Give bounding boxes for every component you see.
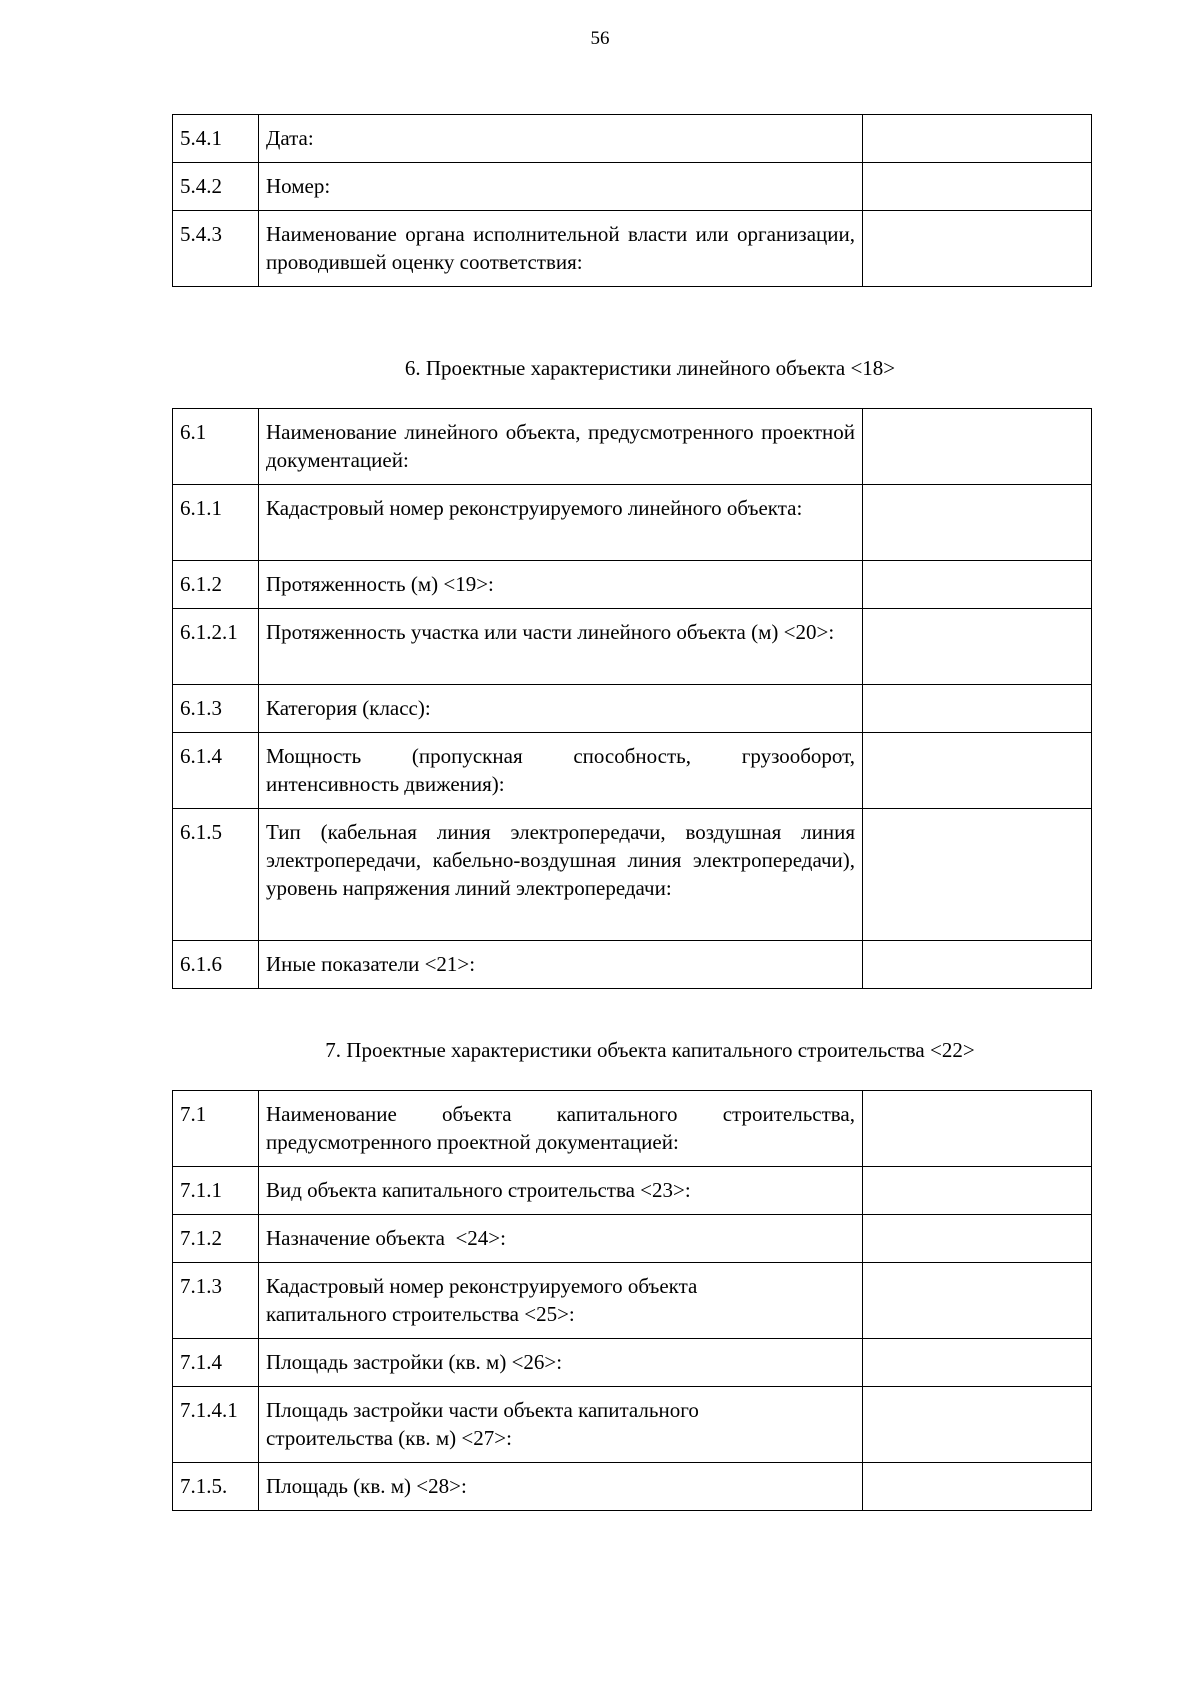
table-row <box>173 1091 1092 1167</box>
row-number: 7.1.5. <box>173 1463 259 1511</box>
section-7-table <box>172 1090 1092 1511</box>
table-row <box>173 211 1092 287</box>
row-number: 5.4.2 <box>173 163 259 211</box>
row-number: 6.1.6 <box>173 941 259 989</box>
row-label: Наименование органа исполнительной власти или организации, проводившей оценку соответствия: <box>259 211 863 287</box>
row-value-cell[interactable] <box>863 685 1092 733</box>
row-label: Наименование линейного объекта, предусмотренного проектной документацией: <box>259 409 863 485</box>
table-row <box>173 163 1092 211</box>
row-number: 7.1.3 <box>173 1263 259 1339</box>
page-number: 56 <box>590 28 610 49</box>
row-value-cell[interactable] <box>863 409 1092 485</box>
table-row <box>173 609 1092 685</box>
row-value-cell[interactable] <box>863 485 1092 561</box>
row-value-cell[interactable] <box>863 1339 1092 1387</box>
table-row <box>173 1263 1092 1339</box>
row-number: 6.1.2 <box>173 561 259 609</box>
table-row <box>173 1215 1092 1263</box>
row-value-cell[interactable] <box>863 1463 1092 1511</box>
row-value-cell[interactable] <box>863 941 1092 989</box>
table-row <box>173 685 1092 733</box>
row-number: 6.1.1 <box>173 485 259 561</box>
row-value-cell[interactable] <box>863 561 1092 609</box>
row-number: 6.1.5 <box>173 809 259 941</box>
table-row <box>173 1387 1092 1463</box>
row-value-cell[interactable] <box>863 1167 1092 1215</box>
row-number: 7.1.4 <box>173 1339 259 1387</box>
row-label: Вид объекта капитального строительства <23>: <box>259 1167 863 1215</box>
row-number: 5.4.3 <box>173 211 259 287</box>
row-value-cell[interactable] <box>863 211 1092 287</box>
table-row <box>173 409 1092 485</box>
row-label: Номер: <box>259 163 863 211</box>
row-number: 5.4.1 <box>173 115 259 163</box>
section-7-title: 7. Проектные характеристики объекта капитального строительства <22> <box>325 1038 975 1062</box>
row-label: Площадь (кв. м) <28>: <box>259 1463 863 1511</box>
row-label: Площадь застройки (кв. м) <26>: <box>259 1339 863 1387</box>
row-number: 6.1 <box>173 409 259 485</box>
row-value-cell[interactable] <box>863 1215 1092 1263</box>
section-6-table <box>172 408 1092 989</box>
row-value-cell[interactable] <box>863 1091 1092 1167</box>
row-label: Протяженность участка или части линейного объекта (м) <20>: <box>259 609 863 685</box>
row-number: 7.1.1 <box>173 1167 259 1215</box>
section-5-table <box>172 114 1092 287</box>
row-label: Тип (кабельная линия электропередачи, воздушная линия электропередачи, кабельно-воздушная линия электропередачи), уровень напряжения линий электропередачи: <box>259 809 863 941</box>
row-value-cell[interactable] <box>863 115 1092 163</box>
row-number: 7.1.4.1 <box>173 1387 259 1463</box>
table-row <box>173 809 1092 941</box>
row-number: 6.1.3 <box>173 685 259 733</box>
row-value-cell[interactable] <box>863 609 1092 685</box>
table-row <box>173 941 1092 989</box>
row-label: Иные показатели <21>: <box>259 941 863 989</box>
row-label: Кадастровый номер реконструируемого линейного объекта: <box>259 485 863 561</box>
table-row <box>173 1339 1092 1387</box>
row-label: Кадастровый номер реконструируемого объекта капитального строительства <25>: <box>259 1263 863 1339</box>
table-row <box>173 485 1092 561</box>
row-value-cell[interactable] <box>863 809 1092 941</box>
row-value-cell[interactable] <box>863 1387 1092 1463</box>
row-value-cell[interactable] <box>863 1263 1092 1339</box>
table-row <box>173 1167 1092 1215</box>
row-number: 6.1.4 <box>173 733 259 809</box>
row-value-cell[interactable] <box>863 733 1092 809</box>
section-6-title: 6. Проектные характеристики линейного объекта <18> <box>404 356 896 380</box>
row-label: Площадь застройки части объекта капитального строительства (кв. м) <27>: <box>259 1387 863 1463</box>
row-number: 6.1.2.1 <box>173 609 259 685</box>
row-number: 7.1.2 <box>173 1215 259 1263</box>
row-label: Дата: <box>259 115 863 163</box>
row-number: 7.1 <box>173 1091 259 1167</box>
row-label: Мощность (пропускная способность, грузооборот, интенсивность движения): <box>259 733 863 809</box>
table-row <box>173 1463 1092 1511</box>
row-label: Наименование объекта капитального строительства, предусмотренного проектной документацией: <box>259 1091 863 1167</box>
row-label: Категория (класс): <box>259 685 863 733</box>
table-row <box>173 733 1092 809</box>
row-value-cell[interactable] <box>863 163 1092 211</box>
table-row <box>173 115 1092 163</box>
table-row <box>173 561 1092 609</box>
row-label: Назначение объекта <24>: <box>259 1215 863 1263</box>
row-label: Протяженность (м) <19>: <box>259 561 863 609</box>
